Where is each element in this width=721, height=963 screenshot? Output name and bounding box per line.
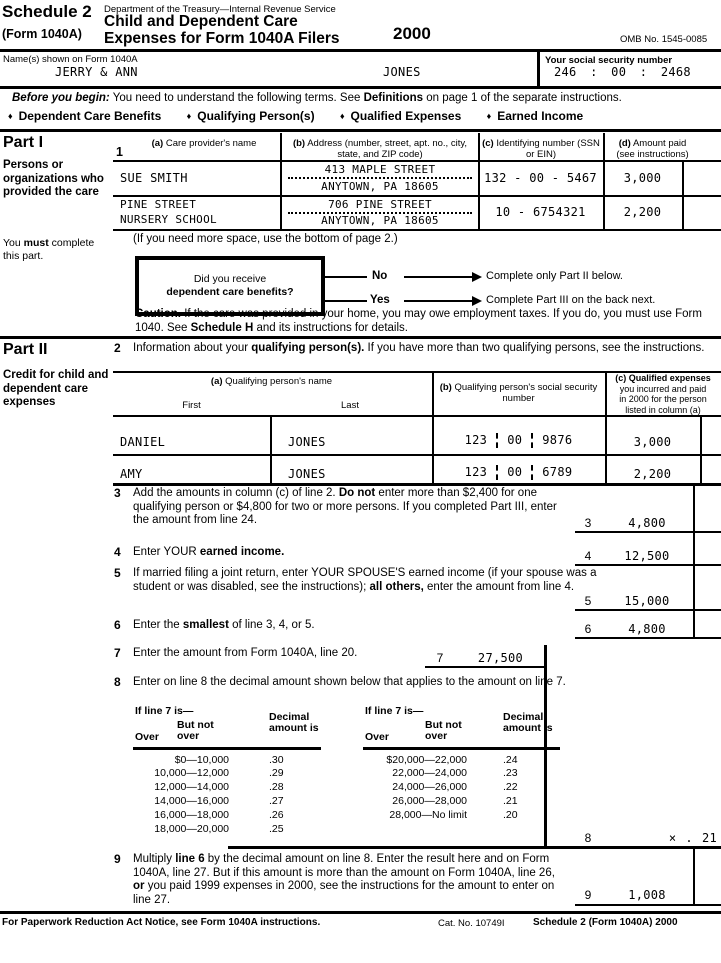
- term-label: Qualified Expenses: [350, 109, 462, 123]
- ssn-part3[interactable]: 2468: [660, 65, 691, 79]
- col-tag: (a): [210, 376, 223, 387]
- rule: [0, 336, 721, 339]
- line7-text: Enter the amount from Form 1040A, line 20.: [133, 647, 358, 659]
- question-line2: dependent care benefits?: [166, 286, 294, 298]
- rule: [0, 86, 721, 89]
- line6-amount-field[interactable]: 4,800: [628, 621, 666, 636]
- text-segment: you paid 1999 expenses in 2000, see the instructions for the amount to enter on line 27.: [133, 880, 555, 906]
- text-segment: You: [3, 237, 24, 249]
- provider-id-field[interactable]: 132 - 00 - 5467: [484, 171, 597, 185]
- ssn-divider: [531, 433, 533, 448]
- provider-amount-field[interactable]: 2,200: [623, 205, 662, 219]
- col-label: Amount paid: [630, 138, 687, 149]
- ssn-part1[interactable]: 123: [464, 432, 488, 447]
- col-tag: (c): [482, 138, 494, 149]
- decimal-point: .: [685, 830, 693, 845]
- schedule-h-ref: Schedule H: [190, 321, 254, 334]
- decimal-cell: .24: [503, 753, 518, 766]
- line5-entry-number: 5: [584, 593, 592, 608]
- table-header-butnot: But not over: [425, 719, 462, 742]
- col-tag: (a): [151, 138, 164, 149]
- decimal-cell: .27: [269, 795, 284, 808]
- provider-street-field[interactable]: 706 PINE STREET: [288, 198, 472, 214]
- line5-number: 5: [114, 566, 121, 580]
- line7-entry-number: 7: [436, 650, 444, 665]
- line7-amount-field[interactable]: 27,500: [477, 650, 524, 665]
- line9-entry-number: 9: [584, 888, 592, 902]
- line9-number: 9: [114, 852, 121, 866]
- col-label: you incurred and paid: [619, 383, 707, 394]
- range-cell: 14,000—16,000: [154, 795, 229, 808]
- text-segment: by the decimal amount on line 8. Enter the result here and on Form 1040A, line 27. But if this amount is more than the amount on Form 1040A, line 26,: [133, 853, 555, 879]
- line4-number: 4: [114, 545, 121, 559]
- bullet-icon: ♦: [339, 111, 345, 121]
- line2-number: 2: [114, 341, 121, 355]
- term-label: Earned Income: [497, 109, 584, 123]
- col-label: (see instructions): [616, 149, 689, 160]
- range-cell: 26,000—28,000: [392, 795, 467, 808]
- col-b-header: [284, 138, 476, 160]
- qp-first-header: First: [182, 400, 201, 411]
- no-result-text: Complete only Part II below.: [486, 270, 623, 282]
- ssn-divider: [531, 465, 533, 480]
- multiply-sign: ×: [668, 830, 677, 845]
- text-segment: of line 3, 4, or 5.: [228, 619, 315, 631]
- bullet-icon: ♦: [186, 111, 192, 121]
- bullet-icon: ♦: [486, 111, 492, 121]
- caution-note: [135, 308, 713, 335]
- line3-entry-number: 3: [584, 515, 592, 530]
- rule: [0, 129, 721, 132]
- definitions-ref: Definitions: [363, 92, 424, 104]
- rule: [113, 229, 721, 232]
- line5-text: [133, 567, 601, 594]
- qp-first-name-field[interactable]: DANIEL: [120, 435, 166, 449]
- more-space-note: (If you need more space, use the bottom of page 2.): [133, 233, 398, 245]
- ssn-field[interactable]: [554, 66, 691, 80]
- table-header-decimal: Decimal amount is: [269, 711, 319, 734]
- decimal-cell: .26: [269, 808, 284, 821]
- col-tag: (b): [439, 382, 452, 393]
- ssn-part2[interactable]: 00: [611, 65, 627, 79]
- col-a-header: [130, 138, 278, 149]
- flow-line: [404, 300, 472, 302]
- table-row: [133, 808, 284, 822]
- part1-heading: Part I: [3, 134, 44, 151]
- text-segment: complete this part.: [3, 237, 95, 262]
- qp-col-c-header: [606, 373, 720, 415]
- range-cell: $20,000—22,000: [386, 753, 467, 766]
- table-header-over: Over: [365, 731, 389, 743]
- col-tag: (d): [618, 138, 631, 149]
- text-segment: Information about your: [133, 342, 252, 354]
- line8-entry-number: 8: [584, 830, 592, 845]
- before-lead: Before you begin:: [12, 92, 110, 104]
- text-segment: If you have more than two qualifying persons, see the instructions.: [364, 342, 705, 354]
- provider-city-field[interactable]: ANYTOWN, PA 18605: [321, 214, 439, 227]
- table-header-if: If line 7 is—: [365, 705, 424, 717]
- range-cell: 10,000—12,000: [154, 767, 229, 780]
- line5-cents-cell: [693, 566, 721, 609]
- col-label: in 2000 for the person: [619, 394, 707, 404]
- range-cell: 24,000—26,000: [392, 781, 467, 794]
- decimal-cell: .25: [269, 822, 284, 835]
- term-earned-income: [487, 109, 584, 123]
- range-cell: 12,000—14,000: [154, 781, 229, 794]
- line8-text: Enter on line 8 the decimal amount shown below that applies to the amount on line 7.: [133, 676, 566, 688]
- line3-amount-field[interactable]: 4,800: [628, 515, 666, 530]
- line6-number: 6: [114, 618, 121, 632]
- line9-entry: [575, 849, 721, 906]
- rule: [113, 454, 721, 456]
- line6-text: [133, 619, 315, 633]
- table-row: [363, 781, 518, 795]
- qp-expenses-field[interactable]: 2,200: [633, 467, 672, 481]
- text-segment: or: [133, 880, 145, 892]
- ssn-part3[interactable]: 9876: [542, 432, 573, 447]
- table-header-butnot: But not over: [177, 719, 214, 742]
- provider-city-field[interactable]: ANYTOWN, PA 18605: [321, 180, 439, 193]
- provider-amount-field[interactable]: 3,000: [623, 171, 662, 185]
- provider-name-field-line2[interactable]: NURSERY SCHOOL: [120, 213, 217, 226]
- text-segment: and its instructions for details.: [253, 321, 408, 334]
- line3-text: [133, 487, 575, 528]
- decimal-cell: .29: [269, 767, 284, 780]
- table-header-over: Over: [135, 731, 159, 743]
- line2-text: [133, 342, 715, 356]
- provider-street-field[interactable]: 413 MAPLE STREET: [288, 163, 472, 179]
- question-line1: Did you receive: [193, 273, 267, 285]
- bullet-icon: ♦: [8, 111, 13, 121]
- text-segment: must: [23, 237, 49, 249]
- rule: [605, 371, 607, 483]
- rule: [0, 911, 721, 914]
- term-label: Dependent Care Benefits: [18, 109, 162, 123]
- text-segment: You need to understand the following terms. See: [109, 92, 364, 104]
- table-row: [363, 753, 518, 767]
- range-cell: 18,000—20,000: [154, 822, 229, 835]
- ssn-part2[interactable]: 00: [507, 432, 523, 447]
- line9-cents-cell: [693, 849, 721, 904]
- text-segment: on page 1 of the separate instructions.: [423, 92, 622, 104]
- ssn-label: Your social security number: [545, 55, 673, 66]
- agency-line: Department of the Treasury—Internal Revenue Service: [104, 4, 336, 15]
- first-name-field[interactable]: JERRY & ANN: [55, 65, 138, 79]
- col-label: Identifying number (SSN or EIN): [493, 138, 600, 160]
- arrow-right-icon: [472, 272, 482, 282]
- rule: [280, 133, 282, 229]
- line4-entry: [575, 533, 721, 566]
- tax-year: 2000: [393, 24, 431, 43]
- text-segment: Enter YOUR: [133, 546, 200, 558]
- decimal-cell: .30: [269, 753, 284, 766]
- rule: [113, 195, 721, 197]
- omb-number: OMB No. 1545-0085: [620, 34, 708, 45]
- ssn-part2[interactable]: 00: [507, 464, 523, 479]
- line8-entry: [575, 820, 721, 846]
- rule: [113, 415, 721, 417]
- dependent-care-question-box: [135, 256, 325, 316]
- last-name-field[interactable]: JONES: [383, 65, 421, 79]
- col-label: Qualifying person's name: [222, 376, 333, 387]
- qp-first-name-field[interactable]: AMY: [120, 467, 143, 481]
- line7-entry: [425, 646, 546, 668]
- form-title-line2: Expenses for Form 1040A Filers: [104, 30, 340, 47]
- term-qualified-expenses: [340, 109, 461, 123]
- footer-form-id: Schedule 2 (Form 1040A) 2000: [533, 917, 678, 928]
- rule: [113, 160, 721, 162]
- flow-line: [325, 276, 367, 278]
- table-row: [363, 767, 518, 781]
- line5-amount-field[interactable]: 15,000: [624, 593, 670, 608]
- line4-text: [133, 546, 284, 560]
- qp-col-b-header: [434, 382, 603, 404]
- key-terms: [8, 110, 605, 124]
- text-segment: enter the amount from line 4.: [423, 580, 575, 593]
- yes-result-text: Complete Part III on the back next.: [486, 294, 656, 306]
- col-tag: (c) Qualified expenses: [615, 373, 711, 383]
- rule: [0, 49, 721, 52]
- qp-ssn-field[interactable]: [432, 433, 605, 448]
- range-cell: 16,000—18,000: [154, 808, 229, 821]
- part1-side-title: Persons or organizations who provided the care: [3, 159, 104, 198]
- no-label: No: [372, 270, 388, 282]
- provider-name-field[interactable]: PINE STREET: [120, 198, 197, 211]
- text-segment: If married filing a joint return, enter YOUR SPOUSE'S earned income (if your spouse was a student or was disabled, see the instructions);: [133, 567, 597, 593]
- text-segment: Multiply: [133, 853, 176, 865]
- qp-ssn-field[interactable]: [432, 465, 605, 480]
- table-row: [363, 794, 518, 808]
- rule: [700, 415, 702, 483]
- text-segment: qualifying person(s).: [251, 342, 365, 354]
- range-cell: 22,000—24,000: [392, 767, 467, 780]
- col-label: Qualifying person's social security number: [451, 382, 598, 404]
- ssn-part1[interactable]: 123: [464, 464, 488, 479]
- form-title-line1: Child and Dependent Care: [104, 13, 298, 30]
- line9-text: [133, 853, 563, 907]
- line1-number: 1: [116, 145, 123, 159]
- line5-entry: [575, 566, 721, 611]
- col-d-header: [605, 138, 700, 160]
- ssn-part1[interactable]: 246: [554, 65, 577, 79]
- qp-col-a-header: [113, 376, 430, 387]
- text-segment: earned income.: [199, 546, 285, 558]
- range-cell: 28,000—No limit: [389, 808, 467, 821]
- form-subtitle: (Form 1040A): [2, 27, 82, 41]
- line6-cents-cell: [693, 611, 721, 637]
- qp-last-name-field[interactable]: JONES: [288, 435, 326, 449]
- table-row: [133, 753, 284, 767]
- decimal-cell: .20: [503, 808, 518, 821]
- col-label: Address (number, street, apt. no., city, state, and ZIP code): [305, 138, 468, 160]
- rule: [363, 747, 560, 750]
- ssn-divider: [496, 433, 498, 448]
- table-rows: [363, 753, 518, 822]
- before-you-begin: [12, 92, 622, 106]
- line4-entry-number: 4: [584, 548, 592, 563]
- text-segment: line 6: [175, 853, 205, 865]
- decimal-cell: .28: [269, 781, 284, 794]
- col-c-header: [482, 138, 600, 160]
- table-row: [133, 822, 284, 836]
- schedule-title: Schedule 2: [2, 2, 92, 21]
- text-segment: smallest: [182, 619, 229, 631]
- arrow-right-icon: [472, 296, 482, 306]
- table-row: [133, 781, 284, 795]
- line8-value[interactable]: 21: [701, 830, 717, 845]
- table-row: [133, 767, 284, 781]
- rule: [270, 415, 272, 483]
- name-label: Name(s) shown on Form 1040A: [3, 54, 138, 65]
- line3-cents-cell: [693, 486, 721, 531]
- line4-amount-field[interactable]: 12,500: [624, 548, 670, 563]
- line4-cents-cell: [693, 533, 721, 564]
- range-cell: $0—10,000: [174, 753, 229, 766]
- flow-line: [325, 300, 367, 302]
- text-segment: enter more than $2,400 for one qualifying person or $4,800 for two or more persons. If you completed Part III, enter the amount from line 24.: [133, 487, 557, 526]
- part2-side-title: Credit for child and dependent care expenses: [3, 369, 109, 408]
- text-segment: Do not: [338, 487, 376, 499]
- line6-entry-number: 6: [584, 621, 592, 636]
- ssn-separator: :: [639, 65, 648, 79]
- table-row: [133, 794, 284, 808]
- rule: [133, 747, 321, 750]
- term-dependent-care-benefits: [8, 109, 161, 123]
- rule: [537, 49, 540, 86]
- yes-label: Yes: [370, 294, 390, 306]
- ssn-part3[interactable]: 6789: [542, 464, 573, 479]
- line9-amount-field[interactable]: 1,008: [628, 888, 666, 902]
- qp-last-header: Last: [341, 400, 359, 411]
- table-row: [363, 808, 518, 822]
- decimal-cell: .22: [503, 781, 518, 794]
- line7-number: 7: [114, 646, 121, 660]
- col-tag: (b): [292, 138, 306, 149]
- text-segment: all others,: [369, 580, 424, 593]
- term-qualifying-persons: [187, 109, 315, 123]
- decimal-cell: .23: [503, 767, 518, 780]
- provider-id-field[interactable]: 10 - 6754321: [495, 205, 586, 219]
- paperwork-notice: For Paperwork Reduction Act Notice, see Form 1040A instructions.: [2, 917, 321, 928]
- part1-side-note: [3, 237, 103, 262]
- text-segment: If the care was provided in your home, you may owe employment taxes. If you do, you must use Form 1040. See: [135, 308, 702, 334]
- flow-line: [404, 276, 472, 278]
- line3-entry: [575, 486, 721, 533]
- qp-expenses-field[interactable]: 3,000: [633, 435, 672, 449]
- text-segment: Enter the: [133, 619, 183, 631]
- qp-last-name-field[interactable]: JONES: [288, 467, 326, 481]
- ssn-divider: [496, 465, 498, 480]
- part2-heading: Part II: [3, 341, 48, 358]
- line6-entry: [575, 611, 721, 639]
- provider-name-field[interactable]: SUE SMITH: [120, 171, 188, 185]
- catalog-number: Cat. No. 10749I: [438, 918, 505, 929]
- col-label: Care provider's name: [163, 138, 257, 149]
- table-header-if: If line 7 is—: [135, 705, 194, 717]
- text-segment: Add the amounts in column (c) of line 2.: [133, 487, 339, 499]
- decimal-cell: .21: [503, 795, 518, 808]
- table-rows: [133, 753, 284, 836]
- text-segment: Caution.: [135, 308, 181, 320]
- term-label: Qualifying Person(s): [197, 109, 315, 123]
- ssn-separator: :: [590, 65, 598, 79]
- line8-number: 8: [114, 675, 121, 689]
- table-header-decimal: Decimal amount is: [503, 711, 553, 734]
- line3-number: 3: [114, 486, 121, 500]
- line8-decimal-field[interactable]: [601, 832, 721, 847]
- col-label: listed in column (a): [625, 404, 701, 415]
